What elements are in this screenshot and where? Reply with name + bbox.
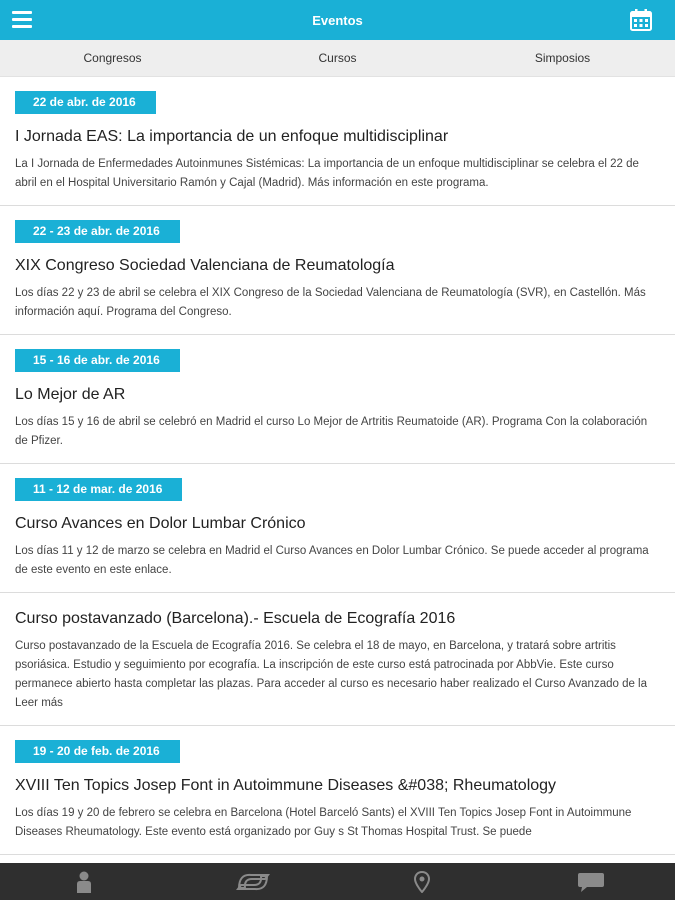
event-title: I Jornada EAS: La importancia de un enfoque multidisciplinar — [15, 128, 449, 145]
tab-simposios[interactable]: Simposios — [534, 51, 591, 65]
calendar-icon[interactable] — [629, 8, 653, 32]
date-badge: 22 - 23 de abr. de 2016 — [15, 220, 180, 243]
chat-bubble-icon — [577, 871, 605, 893]
event-title: Curso Avances en Dolor Lumbar Crónico — [15, 515, 306, 532]
event-description: Los días 15 y 16 de abril se celebró en Madrid el curso Lo Mejor de Artritis Reumatoide (AR). Programa Con la colaboración de Pfizer. — [15, 416, 648, 447]
event-description: La I Jornada de Enfermedades Autoinmunes Sistémicas: La importancia de un enfoque multidisciplinar se celebra el 22 de abril en el Hospital Universitario Ramón y Cajal (Madrid). Más información en este programa. — [15, 158, 639, 189]
event-title: XIX Congreso Sociedad Valenciana de Reumatología — [15, 257, 395, 274]
category-tabs — [0, 40, 675, 77]
event-item[interactable] — [0, 593, 675, 726]
event-item[interactable] — [0, 77, 675, 206]
app-bar — [0, 0, 675, 40]
tab-cursos[interactable]: Cursos — [318, 51, 357, 65]
event-list — [0, 77, 675, 863]
nav-profile-button[interactable] — [0, 863, 169, 900]
event-item[interactable] — [0, 335, 675, 464]
person-icon — [75, 871, 93, 893]
date-badge: 11 - 12 de mar. de 2016 — [15, 478, 182, 501]
event-title: Lo Mejor de AR — [15, 386, 126, 403]
event-item[interactable] — [0, 464, 675, 593]
location-pin-icon — [414, 871, 430, 893]
date-badge: 22 de abr. de 2016 — [15, 91, 156, 114]
date-badge: 19 - 20 de feb. de 2016 — [15, 740, 180, 763]
event-description: Los días 11 y 12 de marzo se celebra en Madrid el Curso Avances en Dolor Lumbar Crónico. Se puede acceder al programa de este evento en este enlace. — [15, 545, 649, 576]
event-item[interactable] — [0, 726, 675, 855]
nav-home-button[interactable] — [169, 863, 338, 900]
tab-congresos[interactable]: Congresos — [83, 51, 142, 65]
event-description: Los días 22 y 23 de abril se celebra el XIX Congreso de la Sociedad Valenciana de Reumatología (SVR), en Castellón. Más información aquí. Programa del Congreso. — [15, 287, 646, 318]
date-badge: 15 - 16 de abr. de 2016 — [15, 349, 180, 372]
event-description: Los días 19 y 20 de febrero se celebra en Barcelona (Hotel Barceló Sants) el XVIII Ten Topics Josep Font in Autoimmune Diseases Rheumatology. Este evento está organizado por Guy s St Thomas Hospital Trust. Se puede — [15, 807, 632, 838]
logo-icon — [235, 870, 271, 894]
event-item[interactable] — [0, 206, 675, 335]
event-title: XVIII Ten Topics Josep Font in Autoimmune Diseases &#038; Rheumatology — [15, 777, 557, 794]
bottom-nav — [0, 863, 675, 900]
nav-chat-button[interactable] — [506, 863, 675, 900]
event-title: Curso postavanzado (Barcelona).- Escuela de Ecografía 2016 — [15, 610, 456, 627]
menu-icon[interactable] — [12, 11, 32, 29]
event-description: Curso postavanzado de la Escuela de Ecografía 2016. Se celebra el 18 de mayo, en Barcelona, y tratará sobre artritis psoriásica. Estudio y seguimiento por ecografía. La inscripción de este curso está patrocinada por AbbVie. Este curso permanece abierto hasta completar las plazas. Para acceder al curso es necesario haber realizado el Curso Avanzado de la Leer más — [15, 640, 648, 709]
page-title: Eventos — [312, 12, 363, 28]
nav-map-button[interactable] — [338, 863, 507, 900]
